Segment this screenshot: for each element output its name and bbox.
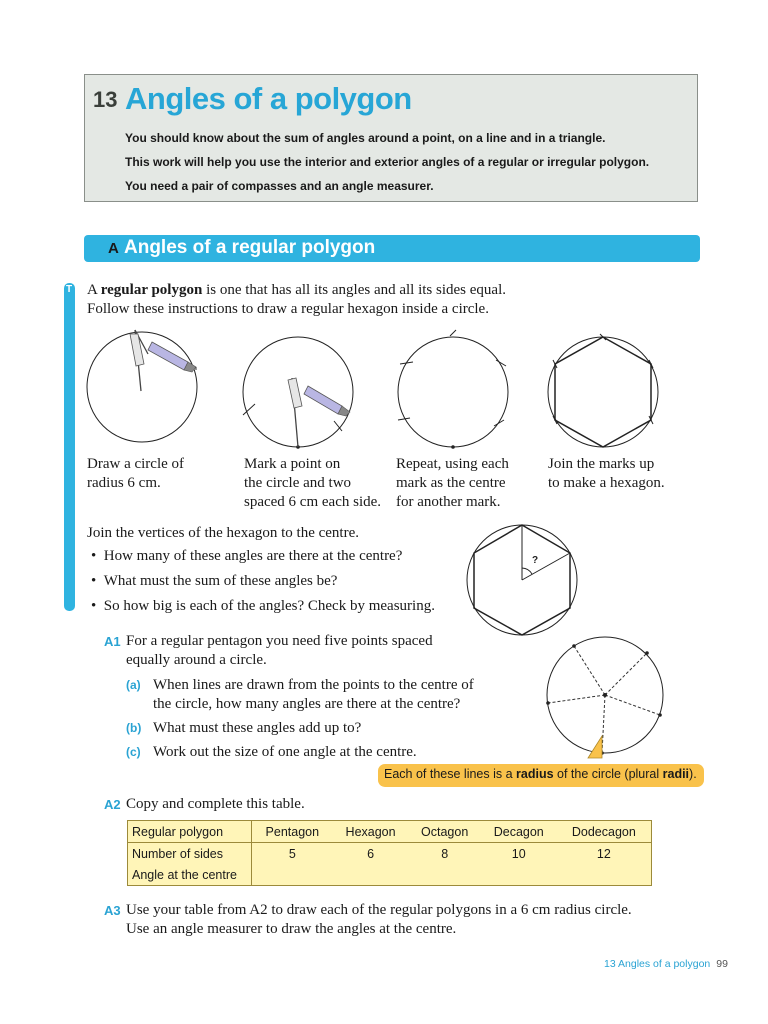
step2-diagram: [243, 337, 353, 449]
caption-line: for another mark.: [396, 494, 501, 510]
section-title: Angles of a regular polygon: [124, 237, 376, 258]
part-c-text: Work out the size of one angle at the centre.: [153, 744, 417, 760]
polygon-table: [127, 820, 652, 886]
bullet-item: • What must the sum of these angles be?: [91, 573, 338, 589]
question-number: A2: [104, 797, 121, 812]
table-cell: 6: [367, 846, 375, 861]
section-header: [84, 235, 700, 262]
question-number: A1: [104, 634, 121, 649]
text: ).: [689, 767, 697, 781]
intro-box: [84, 74, 698, 202]
construction-diagrams: [80, 320, 700, 460]
question-a1-text: [126, 632, 433, 670]
step1-caption: [87, 455, 184, 493]
question-line: equally around a circle.: [126, 652, 267, 668]
question-line: For a regular pentagon you need five points spaced: [126, 633, 433, 649]
caption-line: Join the marks up: [548, 456, 655, 472]
text: Each of these lines is a: [384, 767, 517, 781]
page-number: 99: [716, 958, 728, 970]
radius-callout: [378, 764, 704, 787]
instruction-paragraph: Follow these instructions to draw a regular hexagon inside a circle.: [87, 301, 489, 317]
table-cell: Angle at the centre: [128, 864, 252, 886]
bullet-item: • So how big is each of the angles? Check by measuring.: [91, 598, 435, 614]
part-label: (c): [126, 745, 141, 759]
definition-paragraph: [87, 281, 506, 300]
caption-line: to make a hexagon.: [548, 475, 665, 491]
table-header-row: [128, 821, 652, 843]
question-line: the circle, how many angles are there at the centre?: [153, 696, 461, 712]
caption-line: mark as the centre: [396, 475, 506, 491]
table-cell: Octagon: [409, 821, 481, 843]
table-cell: 5: [288, 846, 296, 861]
callout-text: [384, 767, 697, 781]
side-tab-label: T: [66, 284, 73, 295]
bullet-text: How many of these angles are there at the centre?: [103, 548, 403, 564]
question-line: When lines are drawn from the points to the centre of: [153, 677, 474, 693]
step1-diagram: [87, 330, 197, 442]
table-cell: Dodecagon: [557, 821, 652, 843]
intro-line: You should know about the sum of angles around a point, on a line and in a triangle.: [125, 131, 606, 145]
angle-label: ?: [532, 555, 539, 566]
table-cell: 10: [511, 846, 526, 861]
table-cell: [557, 864, 652, 886]
part-a-text: [153, 676, 474, 714]
table-cell: [409, 864, 481, 886]
table-row: [128, 864, 652, 886]
caption-line: Mark a point on: [244, 456, 341, 472]
step2-caption: [244, 455, 381, 512]
text: is one that has all its angles and all its sides equal.: [202, 282, 507, 298]
page-title: Angles of a polygon: [125, 81, 412, 116]
question-line: Use an angle measurer to draw the angles at the centre.: [126, 921, 457, 937]
section-letter: A: [108, 240, 119, 257]
table-cell: [252, 864, 333, 886]
page-footer: [604, 958, 728, 970]
question-a3-text: [126, 901, 632, 939]
table-cell: Number of sides: [128, 843, 252, 865]
question-number: A3: [104, 903, 121, 918]
question-line: Use your table from A2 to draw each of the regular polygons in a 6 cm radius circle.: [126, 902, 632, 918]
pentagon-radii-diagram: [540, 630, 670, 770]
term-bold: radii: [662, 767, 690, 781]
caption-line: Draw a circle of: [87, 456, 185, 472]
step3-diagram: [398, 330, 508, 449]
caption-line: spaced 6 cm each side.: [244, 494, 382, 510]
question-a2-text: Copy and complete this table.: [126, 796, 305, 812]
step3-caption: [396, 455, 509, 512]
table-cell: Decagon: [481, 821, 557, 843]
caption-line: the circle and two: [244, 475, 352, 491]
table-cell: 8: [441, 846, 449, 861]
side-tab: [64, 283, 75, 611]
term-bold: radius: [516, 767, 554, 781]
hexagon-centre-diagram: [462, 520, 582, 642]
part-label: (a): [126, 678, 141, 692]
table-cell: 12: [596, 846, 611, 861]
bullet-text: What must the sum of these angles be?: [103, 573, 338, 589]
step4-caption: [548, 455, 665, 493]
table-cell: [333, 864, 409, 886]
part-b-text: What must these angles add up to?: [153, 720, 362, 736]
table-row: [128, 843, 652, 865]
join-instruction: Join the vertices of the hexagon to the centre.: [87, 525, 359, 541]
intro-line: This work will help you use the interior and exterior angles of a regular or irregular polygon.: [125, 155, 650, 169]
caption-line: radius 6 cm.: [87, 475, 161, 491]
intro-line: You need a pair of compasses and an angle measurer.: [125, 179, 434, 193]
part-label: (b): [126, 721, 142, 735]
step4-diagram: [548, 334, 658, 447]
bullet-text: So how big is each of the angles? Check by measuring.: [103, 598, 435, 614]
caption-line: Repeat, using each: [396, 456, 509, 472]
table-cell: Regular polygon: [128, 821, 252, 843]
table-cell: Pentagon: [252, 821, 333, 843]
chapter-number: 13: [93, 87, 118, 112]
text: of the circle (plural: [553, 767, 663, 781]
text: A: [87, 282, 101, 298]
footer-chapter: 13 Angles of a polygon: [604, 958, 711, 970]
table-cell: Hexagon: [333, 821, 409, 843]
bullet-item: • How many of these angles are there at the centre?: [91, 548, 403, 564]
table-cell: [481, 864, 557, 886]
term-bold: regular polygon: [100, 282, 203, 298]
